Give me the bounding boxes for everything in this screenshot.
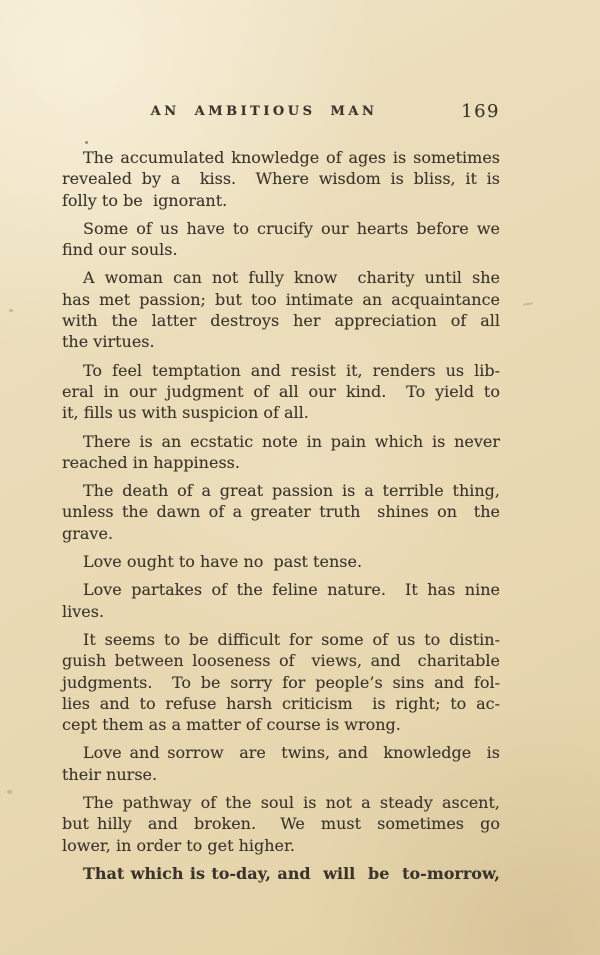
paragraph-line: It seems to be difficult for some of us to distin- <box>83 629 500 649</box>
running-title: AN AMBITIOUS MAN <box>150 104 378 119</box>
paragraph-line: has met passion; but too intimate an acquaintance <box>62 289 500 309</box>
paragraph-line: lives. <box>62 601 105 621</box>
paragraph-line: guish between looseness of views, and charitable <box>62 651 500 671</box>
page-body <box>62 147 500 891</box>
paragraph-line: but hilly and broken. We must sometimes go <box>62 814 500 834</box>
paragraph <box>62 551 500 572</box>
paragraph-line: grave. <box>62 523 114 543</box>
paragraph-line: A woman can not fully know charity until she <box>83 268 500 288</box>
paragraph-line: Some of us have to crucify our hearts before we <box>83 218 500 238</box>
paragraph-line: The pathway of the soul is not a steady ascent, <box>83 793 500 813</box>
paragraph <box>62 267 500 352</box>
paragraph-line: judgments. To be sorry for people’s sins and fol- <box>62 672 500 692</box>
paragraph-line: their nurse. <box>62 764 158 784</box>
paragraph <box>62 360 500 424</box>
paragraph <box>62 147 500 211</box>
paragraph-line: cept them as a matter of course is wrong. <box>62 715 401 735</box>
page-number: 169 <box>461 101 500 122</box>
paragraph <box>62 863 500 884</box>
paragraph-line: There is an ecstatic note in pain which is never <box>83 431 500 451</box>
paragraph-line: That which is to-day, and will be to-morrow, <box>83 863 500 883</box>
paragraph-line: eral in our judgment of all our kind. To yield to <box>62 381 500 401</box>
paragraph-line: Love ought to have no past tense. <box>83 552 363 572</box>
paragraph-line: The death of a great passion is a terrible thing, <box>83 481 500 501</box>
ink-speck <box>85 141 88 144</box>
paragraph-line: lower, in order to get higher. <box>62 835 295 855</box>
paragraph-line: Love and sorrow are twins, and knowledge is <box>83 743 500 763</box>
paragraph-line: it, fills us with suspicion of all. <box>62 403 309 423</box>
paragraph-line: lies and to refuse harsh criticism is right; to ac- <box>62 693 500 713</box>
paragraph-line: revealed by a kiss. Where wisdom is bliss, it is <box>62 169 500 189</box>
paragraph-line: The accumulated knowledge of ages is sometimes <box>83 148 500 167</box>
ink-speck <box>9 309 13 312</box>
paragraph <box>62 742 500 785</box>
paragraph <box>62 480 500 544</box>
paragraph <box>62 431 500 474</box>
paragraph-line: the virtues. <box>62 332 155 352</box>
paragraph-line: reached in happiness. <box>62 452 240 472</box>
paragraph-line: unless the dawn of a greater truth shines on the <box>62 502 500 522</box>
ink-speck <box>7 790 12 794</box>
paragraph-line: To feel temptation and resist it, renders us lib- <box>83 360 500 380</box>
paragraph <box>62 218 500 261</box>
ink-speck <box>523 302 533 305</box>
paragraph-line: with the latter destroys her appreciation of all <box>62 311 500 331</box>
paragraph-line: folly to be ignorant. <box>62 190 228 210</box>
paragraph <box>62 579 500 622</box>
paragraph <box>62 792 500 856</box>
paragraph <box>62 629 500 735</box>
paragraph-line: Love partakes of the feline nature. It has nine <box>83 580 500 600</box>
running-head <box>62 101 500 126</box>
paragraph-line: find our souls. <box>62 240 178 260</box>
